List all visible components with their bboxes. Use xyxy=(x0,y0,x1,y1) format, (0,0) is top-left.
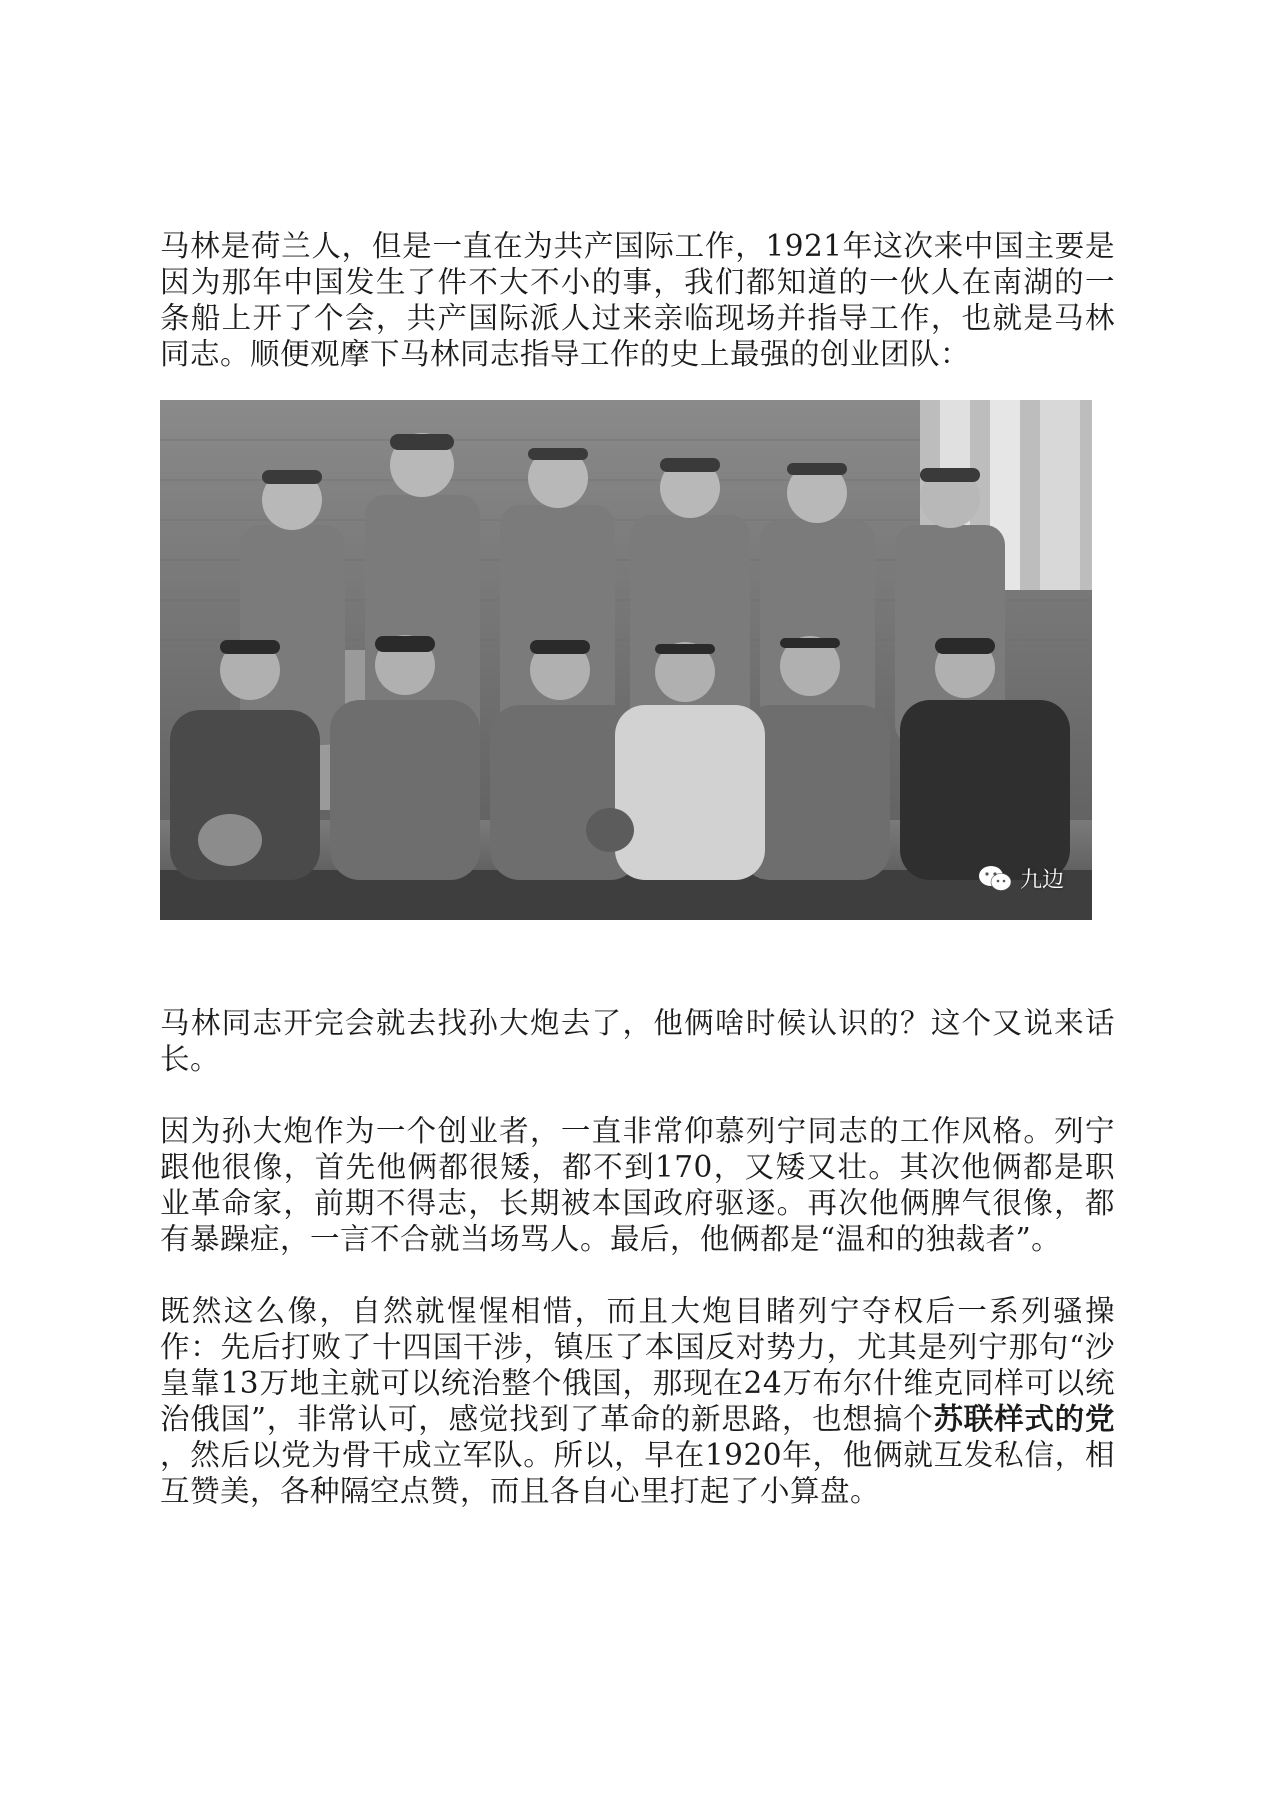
paragraph-text: ，然后以党为骨干成立军队。所以，早在1920年，他俩就互发私信，相互赞美，各种隔空点赞，而且各自心里打起了小算盘。 xyxy=(160,1438,1115,1508)
paragraph-sun-admires-lenin: 因为孙大炮作为一个创业者，一直非常仰慕列宁同志的工作风格。列宁跟他很像，首先他俩都很矮，都不到170，又矮又壮。其次他俩都是职业革命家，前期不得志，长期被本国政府驱逐。再次他俩脾气很像，都有暴躁症，一言不合就当场骂人。最后，他俩都是“温和的独裁者”。 xyxy=(160,1114,1115,1256)
emphasis-text: 苏联样式的党 xyxy=(933,1402,1115,1436)
paragraph-maring-meets-sun: 马林同志开完会就去找孙大炮去了，他俩啥时候认识的？这个又说来话长。 xyxy=(160,1006,1115,1076)
paragraph-text: 既然这么像，自然就惺惺相惜，而且大炮目睹列宁夺权后一系列骚操作：先后打败了十四国干涉，镇压了本国反对势力，尤其是列宁那句“沙皇靠13万地主就可以统治整个俄国，那现在24万布尔什维克同样可以统治俄国”，非常认可，感觉找到了革命的新思路，也想搞个 xyxy=(160,1294,1115,1436)
group-photo-illustration xyxy=(160,400,1092,920)
paragraph-intro: 马林是荷兰人，但是一直在为共产国际工作，1921年这次来中国主要是因为那年中国发生了件不大不小的事，我们都知道的一伙人在南湖的一条船上开了个会，共产国际派人过来亲临现场并指导工作，也就是马林同志。顺便观摩下马林同志指导工作的史上最强的创业团队： xyxy=(160,229,1115,371)
watermark-label: 九边 xyxy=(1019,868,1064,893)
wechat-icon xyxy=(978,865,1012,893)
watermark xyxy=(978,863,1064,894)
paragraph-soviet-style-party xyxy=(160,1293,1115,1509)
group-photo xyxy=(160,400,1092,920)
